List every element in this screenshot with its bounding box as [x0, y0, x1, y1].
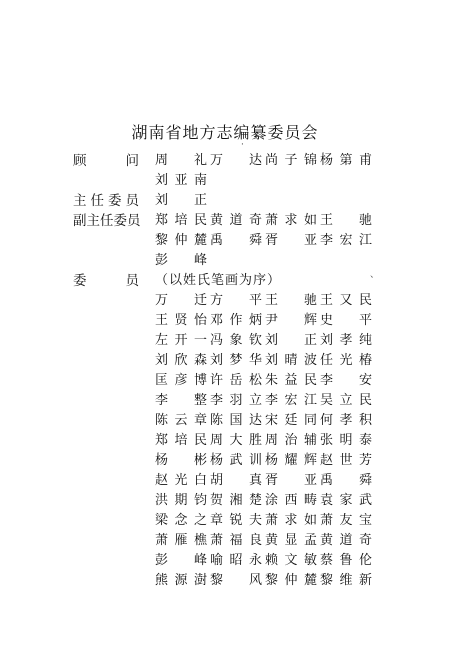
- member-name: 禹舜: [320, 473, 372, 488]
- member-name: 陈国达: [210, 413, 262, 428]
- member-name: 任光椿: [320, 353, 372, 368]
- member-name: 胥亚: [265, 473, 317, 488]
- role-label: 副主任委员: [73, 213, 141, 229]
- member-name: 胥亚: [265, 233, 317, 248]
- name-row: [155, 473, 371, 491]
- role-label: 主任委员: [73, 193, 139, 209]
- member-name: 袁家武: [320, 493, 372, 508]
- name-row: [155, 153, 371, 171]
- member-name: 张明泰: [320, 433, 372, 448]
- member-name: 禹舜: [210, 233, 262, 248]
- name-row: [155, 253, 371, 271]
- member-name: 彭峰: [155, 253, 207, 268]
- role-label: 委员: [73, 273, 139, 289]
- member-name: 匡彦博: [155, 373, 207, 388]
- name-row: [155, 553, 371, 571]
- name-row: [155, 413, 371, 431]
- member-name: 郑培民: [155, 213, 207, 228]
- member-name: 黎维新: [320, 573, 372, 588]
- member-name: 赖文敏: [265, 553, 317, 568]
- name-row: [155, 393, 371, 411]
- member-name: 黄道奇: [320, 533, 372, 548]
- member-name: 刘欣森: [155, 353, 207, 368]
- name-row: [155, 193, 371, 211]
- name-row: [155, 233, 371, 251]
- member-name: 何孝积: [320, 413, 372, 428]
- name-row: [155, 493, 371, 511]
- member-name: 刘晴波: [265, 353, 317, 368]
- member-name: 李宏江: [320, 233, 372, 248]
- member-name: 冯象钦: [210, 333, 262, 348]
- name-row: [155, 293, 371, 311]
- name-row: [155, 213, 371, 231]
- member-name: 邓作炳: [210, 313, 262, 328]
- member-name: 洪期钧: [155, 493, 207, 508]
- member-name: 周治辅: [265, 433, 317, 448]
- member-name: 尚子锦: [265, 153, 317, 168]
- ordering-note: （以姓氏笔画为序）: [155, 273, 282, 288]
- decorative-mark: ·: [241, 140, 244, 150]
- member-name: 赵世芳: [320, 453, 372, 468]
- member-name: 陈云章: [155, 413, 207, 428]
- name-row: [155, 573, 371, 591]
- member-name: 郑培民: [155, 433, 207, 448]
- member-name: 方平: [210, 293, 262, 308]
- member-name: 赵光白: [155, 473, 207, 488]
- member-name: 刘孝纯: [320, 333, 372, 348]
- member-name: 萧雁樵: [155, 533, 207, 548]
- name-row: [155, 433, 371, 451]
- name-row: [155, 173, 371, 191]
- member-name: 梁念之: [155, 513, 207, 528]
- member-name: 王驰: [320, 213, 372, 228]
- member-name: 王驰: [265, 293, 317, 308]
- member-name: 黎仲麓: [155, 233, 207, 248]
- member-name: 许岳松: [210, 373, 262, 388]
- member-name: 黎仲麓: [265, 573, 317, 588]
- member-name: 杨耀辉: [265, 453, 317, 468]
- member-name: 贺湘楚: [210, 493, 262, 508]
- member-name: 刘亚南: [155, 173, 207, 188]
- member-name: 朱益民: [265, 373, 317, 388]
- member-name: 蔡鲁伦: [320, 553, 372, 568]
- member-name: 王贤怡: [155, 313, 207, 328]
- member-name: 萧求如: [265, 513, 317, 528]
- member-name: 吴立民: [320, 393, 372, 408]
- member-name: 胡真: [210, 473, 262, 488]
- member-name: 刘正: [155, 193, 207, 208]
- member-name: 杨彬: [155, 453, 207, 468]
- member-name: 熊源澍: [155, 573, 207, 588]
- name-row: [155, 513, 371, 531]
- member-name: 周大胜: [210, 433, 262, 448]
- page-title: 湖南省地方志编纂委员会: [131, 123, 319, 142]
- name-row: [155, 373, 371, 391]
- member-name: 涂西畴: [265, 493, 317, 508]
- member-name: 喻昭永: [210, 553, 262, 568]
- decorative-mark: 、: [370, 270, 380, 280]
- member-name: 李宏江: [265, 393, 317, 408]
- name-row: [155, 313, 371, 331]
- member-name: 萧福良: [210, 533, 262, 548]
- member-name: 宋廷同: [265, 413, 317, 428]
- member-name: 史平: [320, 313, 372, 328]
- member-name: 刘梦华: [210, 353, 262, 368]
- member-name: 刘正: [265, 333, 317, 348]
- member-name: 黄道奇: [210, 213, 262, 228]
- member-name: 彭峰: [155, 553, 207, 568]
- member-name: 李羽立: [210, 393, 262, 408]
- name-row: [155, 533, 371, 551]
- member-name: 万达: [210, 153, 262, 168]
- member-name: 万迁: [155, 293, 207, 308]
- member-name: 周礼: [155, 153, 207, 168]
- member-name: 杨第甫: [320, 153, 372, 168]
- name-row: [155, 353, 371, 371]
- name-row: [155, 453, 371, 471]
- member-name: 李安: [320, 373, 372, 388]
- member-name: 章锐夫: [210, 513, 262, 528]
- member-name: 萧友宝: [320, 513, 372, 528]
- member-name: 王又民: [320, 293, 372, 308]
- role-label: 顾问: [73, 153, 139, 169]
- member-name: 李整: [155, 393, 207, 408]
- member-name: 黎风: [210, 573, 262, 588]
- member-name: 左开一: [155, 333, 207, 348]
- member-name: 萧求如: [265, 213, 317, 228]
- name-row: [155, 333, 371, 351]
- member-name: 杨武训: [210, 453, 262, 468]
- member-name: 尹辉: [265, 313, 317, 328]
- member-name: 黄显孟: [265, 533, 317, 548]
